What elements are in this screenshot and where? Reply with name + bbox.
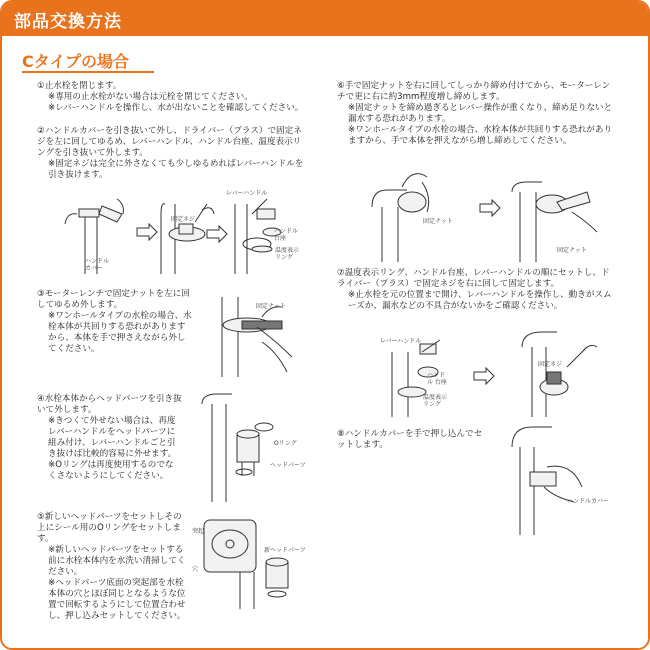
step-2	[37, 126, 309, 181]
label-temp-ring: 温度表示 リング	[275, 247, 300, 261]
step-5-note-2: ※ヘッドパーツ底面の突起部を水栓本体の穴とほぼ同じとなるような位置で回転するようにして位置合わせし、押し込みセットしてください。	[48, 578, 186, 621]
step-2-note-1: ※固定ネジは完全に外さなくても少しゆるめればレバーハンドルを引き抜けます。	[48, 159, 304, 180]
step-5-text: ⑤新しいヘッドパーツをセットしその上にシール用のOリングをセットします。	[37, 512, 182, 544]
step-6-text: ⑥手で固定ナットを右に回してしっかり締め付けてから、モーターレンチで更に右に約3mm程度増し締めします。	[337, 81, 611, 102]
step-6-note-1: ※固定ナットを締め過ぎるとレバー操作が重くなり、締め足りないと漏水する恐れがあります。	[348, 103, 613, 124]
label-fixing-screw-7: 固定ネジ	[538, 361, 563, 368]
step-4-illustration	[182, 394, 312, 504]
label-handle-base: ハンドル 台座	[274, 228, 299, 242]
header-bar	[2, 2, 648, 36]
step-4-note-2: ※Oリングは再度使用するのでなくさないようにしてください。	[48, 460, 174, 481]
label-lever-handle: レバーハンドル	[226, 190, 268, 197]
label-o-ring: Oリング	[274, 440, 297, 447]
section-title: Cタイプの場合	[22, 52, 129, 71]
label-hole: 穴	[192, 566, 199, 573]
step-6-note-2: ※ワンホールタイプの水栓の場合、水栓本体が共回りする恐れがありますから、手で本体を押えながら増し締めしてください。	[348, 125, 613, 146]
step-4-note-1: ※きつくて外せない場合は、再度レバーハンドルをヘッドパーツに組み付け、レバーハンドルごと引き抜けば比較的容易に外せます。	[48, 416, 177, 459]
step-7-text: ⑦温度表示リング、ハンドル台座、レバーハンドルの順にセットし、ドライバー（プラス）で固定ネジを右に回して固定します。	[337, 268, 610, 289]
step-1	[37, 81, 309, 114]
step-5-note-1: ※新しいヘッドパーツをセットする前に水栓本体内を水洗い清掃してください。	[48, 545, 186, 577]
label-handle-cover: ハンドル カバー	[85, 258, 110, 272]
label-fixing-nut-6b: 固定ナット	[557, 247, 587, 254]
step-2-text: ②ハンドルカバーを引き抜いて外し、ドライバー（プラス）で固定ネジを左に回してゆるめ、レバーハンドル、ハンドル台座、温度表示リングを引き抜いて外します。	[37, 126, 302, 158]
step-1-text: ①止水栓を閉じます。	[37, 81, 122, 91]
step-8-illustration	[492, 427, 612, 537]
label-fixing-screw: 固定ネジ	[171, 216, 196, 223]
label-handle-cover-8: ハンドルカバー	[567, 498, 610, 505]
step-7-illustration	[382, 332, 612, 422]
label-head-parts: ヘッドパーツ	[270, 462, 306, 469]
step-7-note-1: ※止水栓を元の位置まで開け、レバーハンドルを操作し、動きがスムーズか、漏水などの不具合がないかをご確認ください。	[348, 290, 612, 311]
label-fixing-nut-6a: 固定ナット	[423, 218, 453, 225]
step-3	[37, 289, 192, 355]
step-3-text: ③モーターレンチで固定ナットを左に回してゆるめ外します。	[37, 289, 190, 310]
label-lever-handle-7: レバーハンドル	[380, 338, 422, 345]
step-8-text: ⑧ハンドルカバーを手で押し込んでセットします。	[337, 429, 483, 450]
page-title: 部品交換方法	[14, 12, 122, 32]
step-7	[337, 268, 615, 312]
label-handle-base-7: ハンドル 台座	[427, 372, 447, 386]
section-underline	[22, 71, 154, 73]
step-5	[37, 512, 187, 622]
step-5-illustration	[200, 514, 312, 609]
step-4-text: ④水栓本体からヘッドパーツを引き抜いて外します。	[37, 394, 182, 415]
label-fixing-nut-3: 固定ナット	[256, 303, 286, 310]
step-1-note-1: ※専用の止水栓がない場合は元栓を閉じてください。	[48, 92, 253, 102]
label-temp-ring-7: 温度表示 リング	[423, 394, 448, 408]
step-8	[337, 429, 487, 451]
step-4	[37, 394, 182, 482]
label-new-head-parts: 新ヘッドパーツ	[264, 547, 306, 554]
step-3-note-1: ※ワンホールタイプの水栓の場合、水栓本体が共回りする恐れがありますから、本体を手で押さえながら外してください。	[48, 311, 192, 354]
step-1-note-2: ※レバーハンドルを操作し、水が出ないことを確認してください。	[48, 103, 304, 113]
label-protrusion: 突起	[192, 528, 205, 535]
step-6	[337, 81, 615, 147]
